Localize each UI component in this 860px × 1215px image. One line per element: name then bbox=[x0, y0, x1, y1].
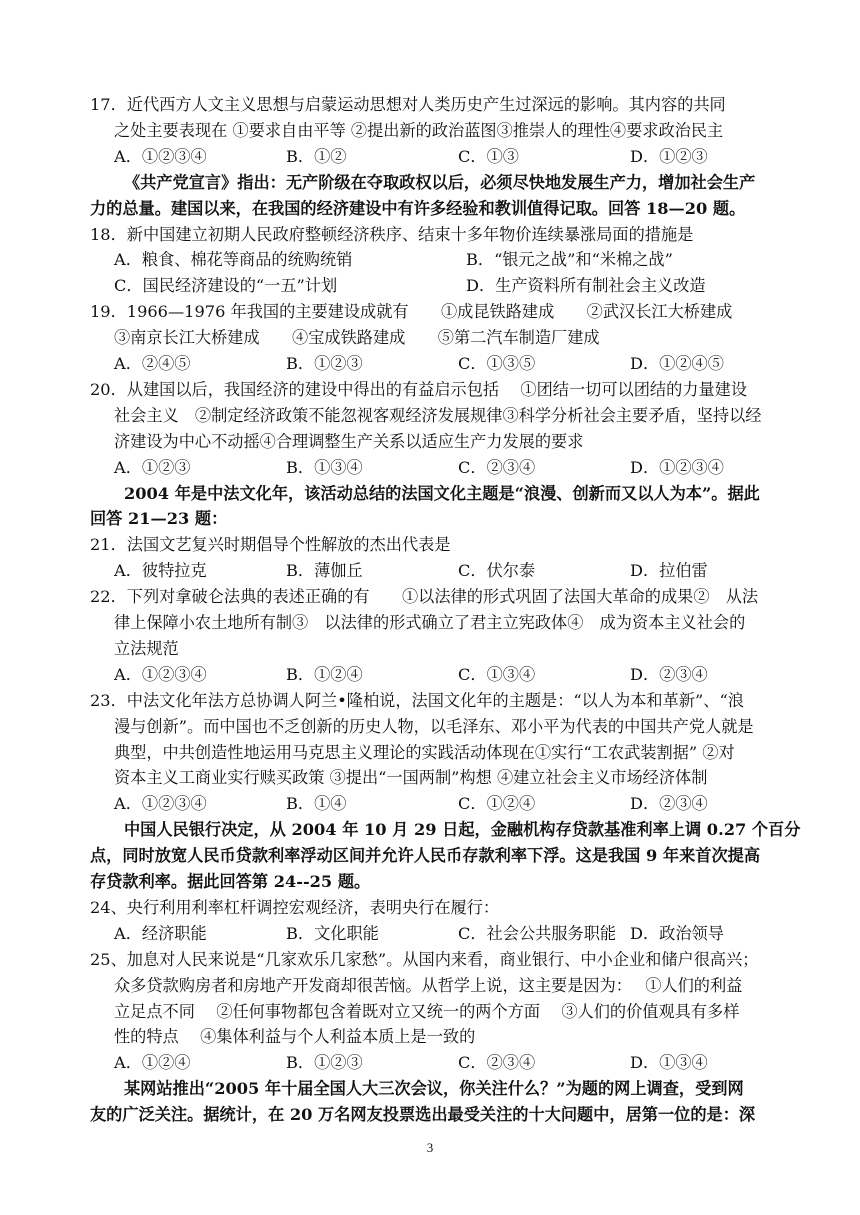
material-line: 友的广泛关注。据统计，在 20 万名网友投票选出最受关注的十大问题中，居第一位的是：深 bbox=[90, 1105, 756, 1124]
question-line: 24、央行利用利率杠杆调控宏观经济，表明央行在履行： bbox=[90, 898, 500, 917]
answer-option: D．①②③④ bbox=[630, 458, 724, 477]
answer-option: B．文化职能 bbox=[286, 924, 379, 943]
material-line: 中国人民银行决定，从 2004 年 10 月 29 日起，金融机构存贷款基准利率上调 0.27 个百分 bbox=[124, 820, 801, 839]
question-line: 18．新中国建立初期人民政府整顿经济秩序、结束十多年物价连续暴涨局面的措施是 bbox=[90, 225, 694, 244]
answer-option: D．生产资料所有制社会主义改造 bbox=[466, 276, 706, 295]
material-line: 力的总量。建国以来，在我国的经济建设中有许多经验和教训值得记取。回答 18—20 题。 bbox=[90, 199, 746, 218]
question-continuation: 性的特点 ④集体利益与个人利益本质上是一致的 bbox=[114, 1027, 476, 1046]
answer-options bbox=[114, 351, 804, 377]
answer-option: A．②④⑤ bbox=[114, 354, 191, 373]
material-line: 点，同时放宽人民币贷款利率浮动区间并允许人民币存款利率下浮。这是我国 9 年来首次提高 bbox=[90, 846, 761, 865]
question-line: 20．从建国以后，我国经济的建设中得出的有益启示包括 ①团结一切可以团结的力量建设 bbox=[90, 380, 748, 399]
answer-option: A．①②③④ bbox=[114, 794, 207, 813]
material-line: 《共产党宣言》指出：无产阶级在夺取政权以后，必须尽快地发展生产力，增加社会生产 bbox=[124, 173, 756, 192]
question-line: 23．中法文化年法方总协调人阿兰•隆柏说，法国文化年的主题是：“以人为本和革新”、“浪 bbox=[90, 691, 744, 710]
question-line: 21．法国文艺复兴时期倡导个性解放的杰出代表是 bbox=[90, 535, 451, 554]
answer-option: B．①④ bbox=[286, 794, 347, 813]
answer-option: A．①②③④ bbox=[114, 665, 207, 684]
answer-options bbox=[114, 273, 804, 299]
answer-option: D．①②④⑤ bbox=[630, 354, 724, 373]
answer-options bbox=[114, 455, 804, 481]
answer-option: C．①③④ bbox=[458, 665, 536, 684]
question-line: 19．1966—1976 年我国的主要建设成就有 ①成昆铁路建成 ②武汉长江大桥建成 bbox=[90, 302, 733, 321]
answer-options bbox=[114, 144, 804, 170]
question-continuation: ③南京长江大桥建成 ④宝成铁路建成 ⑤第二汽车制造厂建成 bbox=[114, 328, 600, 347]
answer-option: B．“银元之战”和“米棉之战” bbox=[466, 250, 673, 269]
answer-option: A．彼特拉克 bbox=[114, 561, 207, 580]
page-number: 3 bbox=[426, 1140, 434, 1155]
answer-option: B．①②③ bbox=[286, 354, 363, 373]
answer-option: D．①②③ bbox=[630, 147, 708, 166]
answer-option: B．①③④ bbox=[286, 458, 363, 477]
question-continuation: 典型，中共创造性地运用马克思主义理论的实践活动体现在①实行“工农武装割据” ②对 bbox=[114, 743, 735, 762]
answer-option: B．①②③ bbox=[286, 1053, 363, 1072]
question-continuation: 社会主义 ②制定经济政策不能忽视客观经济发展规律③科学分析社会主要矛盾，坚持以经 bbox=[114, 406, 762, 425]
answer-option: B．薄伽丘 bbox=[286, 561, 363, 580]
answer-option: C．伏尔泰 bbox=[458, 561, 536, 580]
question-continuation: 律上保障小农土地所有制③ 以法律的形式确立了君主立宪政体④ 成为资本主义社会的 bbox=[114, 613, 746, 632]
answer-option: C．①③⑤ bbox=[458, 354, 536, 373]
question-continuation: 资本主义工商业实行赎买政策 ③提出“一国两制”构想 ④建立社会主义市场经济体制 bbox=[114, 768, 708, 787]
material-line: 回答 21—23 题： bbox=[90, 509, 228, 528]
material-line: 2004 年是中法文化年，该活动总结的法国文化主题是“浪漫、创新而又以人为本”。据此 bbox=[124, 484, 760, 503]
answer-option: A．①②④ bbox=[114, 1053, 191, 1072]
answer-option: B．①②④ bbox=[286, 665, 363, 684]
answer-option: D．拉伯雷 bbox=[630, 561, 708, 580]
question-line: 22．下列对拿破仑法典的表述正确的有 ①以法律的形式巩固了法国大革命的成果② 从法 bbox=[90, 587, 759, 606]
answer-option: D．政治领导 bbox=[630, 924, 724, 943]
answer-option: A．①②③ bbox=[114, 458, 191, 477]
answer-option: C．①③ bbox=[458, 147, 519, 166]
question-continuation: 立足点不同 ②任何事物都包含着既对立又统一的两个方面 ③人们的价值观具有多样 bbox=[114, 1002, 740, 1021]
answer-option: D．②③④ bbox=[630, 794, 708, 813]
answer-option: C．社会公共服务职能 bbox=[458, 924, 617, 943]
answer-option: D．②③④ bbox=[630, 665, 708, 684]
answer-option: D．①③④ bbox=[630, 1053, 708, 1072]
answer-options bbox=[114, 791, 804, 817]
answer-option: C．国民经济建设的“一五”计划 bbox=[114, 276, 338, 295]
question-continuation: 立法规范 bbox=[114, 639, 179, 658]
answer-options bbox=[114, 921, 804, 947]
answer-option: B．①② bbox=[286, 147, 347, 166]
question-line: 25、加息对人民来说是“几家欢乐几家愁”。从国内来看，商业银行、中小企业和储户很高兴； bbox=[90, 950, 759, 969]
answer-option: C．②③④ bbox=[458, 458, 536, 477]
answer-options bbox=[114, 662, 804, 688]
answer-option: C．②③④ bbox=[458, 1053, 536, 1072]
answer-option: A．①②③④ bbox=[114, 147, 207, 166]
answer-option: C．①②④ bbox=[458, 794, 536, 813]
question-line: 17．近代西方人文主义思想与启蒙运动思想对人类历史产生过深远的影响。其内容的共同 bbox=[90, 95, 726, 114]
answer-option: A．粮食、棉花等商品的统购统销 bbox=[114, 250, 353, 269]
material-line: 存贷款利率。据此回答第 24--25 题。 bbox=[90, 872, 371, 891]
material-line: 某网站推出“2005 年十届全国人大三次会议，你关注什么？”为题的网上调查，受到网 bbox=[124, 1079, 744, 1098]
question-continuation: 漫与创新”。而中国也不乏创新的历史人物，以毛泽东、邓小平为代表的中国共产党人就是 bbox=[114, 717, 754, 736]
question-continuation: 众多贷款购房者和房地产开发商却很苦恼。从哲学上说，这主要是因为： ①人们的利益 bbox=[114, 976, 743, 995]
answer-options bbox=[114, 1050, 804, 1076]
answer-options bbox=[114, 247, 804, 273]
question-continuation: 之处主要表现在 ①要求自由平等 ②提出新的政治蓝图③推崇人的理性④要求政治民主 bbox=[114, 121, 724, 140]
answer-options bbox=[114, 558, 804, 584]
answer-option: A．经济职能 bbox=[114, 924, 207, 943]
question-continuation: 济建设为中心不动摇④合理调整生产关系以适应生产力发展的要求 bbox=[114, 432, 584, 451]
